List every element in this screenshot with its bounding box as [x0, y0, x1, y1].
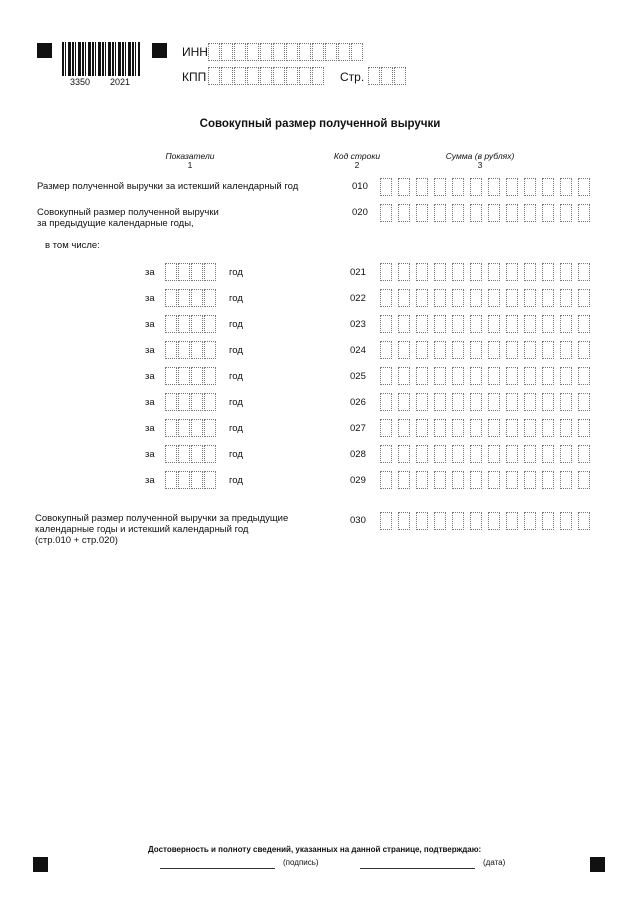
year-prefix-label: за	[145, 267, 155, 278]
year-input-028[interactable]	[165, 445, 217, 463]
barcode-number-right: 2021	[110, 77, 131, 87]
column-number-indicators: 1	[187, 160, 193, 170]
row-028-code: 028	[350, 449, 366, 460]
row-025-sum-field[interactable]	[380, 367, 596, 385]
row-022-code: 022	[350, 293, 366, 304]
registration-marker-bottom-right	[590, 857, 605, 872]
year-input-022[interactable]	[165, 289, 217, 307]
barcode-number-left: 3350	[70, 77, 91, 87]
kpp-label: КПП	[182, 70, 207, 84]
page-number-field[interactable]	[368, 67, 407, 85]
column-header-indicators: Показатели	[165, 151, 215, 161]
registration-marker-bottom-left	[33, 857, 48, 872]
inn-field[interactable]	[208, 43, 364, 61]
year-prefix-label: за	[145, 397, 155, 408]
year-suffix-label: год	[229, 397, 243, 408]
row-010-code: 010	[352, 181, 368, 192]
signature-line[interactable]	[160, 868, 275, 869]
row-030-label-line3: (стр.010 + стр.020)	[35, 535, 118, 546]
year-suffix-label: год	[229, 345, 243, 356]
row-026-code: 026	[350, 397, 366, 408]
year-suffix-label: год	[229, 319, 243, 330]
row-020-label-line1: Совокупный размер полученной выручки	[37, 207, 219, 218]
year-input-025[interactable]	[165, 367, 217, 385]
barcode	[62, 42, 140, 76]
kpp-field[interactable]	[208, 67, 325, 85]
row-022-sum-field[interactable]	[380, 289, 596, 307]
row-027-sum-field[interactable]	[380, 419, 596, 437]
year-input-026[interactable]	[165, 393, 217, 411]
row-021-sum-field[interactable]	[380, 263, 596, 281]
row-029-code: 029	[350, 475, 366, 486]
year-suffix-label: год	[229, 371, 243, 382]
year-suffix-label: год	[229, 267, 243, 278]
row-025-code: 025	[350, 371, 366, 382]
page-label: Стр.	[340, 70, 365, 84]
row-030-label-line1: Совокупный размер полученной выручки за предыдущие	[35, 513, 289, 524]
year-prefix-label: за	[145, 475, 155, 486]
year-input-029[interactable]	[165, 471, 217, 489]
row-023-sum-field[interactable]	[380, 315, 596, 333]
registration-marker-top-right	[152, 43, 167, 58]
column-header-sum: Сумма (в рублях)	[445, 151, 515, 161]
row-027-code: 027	[350, 423, 366, 434]
year-suffix-label: год	[229, 475, 243, 486]
date-line[interactable]	[360, 868, 475, 869]
column-header-line-code: Код строки	[333, 151, 381, 161]
page-title: Совокупный размер полученной выручки	[199, 118, 441, 130]
year-prefix-label: за	[145, 423, 155, 434]
column-number-sum: 3	[477, 160, 483, 170]
row-023-code: 023	[350, 319, 366, 330]
year-suffix-label: год	[229, 449, 243, 460]
row-030-label-line2: календарные годы и истекший календарный год	[35, 524, 249, 535]
year-suffix-label: год	[229, 423, 243, 434]
year-prefix-label: за	[145, 371, 155, 382]
row-021-code: 021	[350, 267, 366, 278]
footer-confirmation: Достоверность и полноту сведений, указанных на данной странице, подтверждаю:	[148, 845, 482, 854]
row-020-sum-field[interactable]	[380, 204, 596, 222]
date-label: (дата)	[483, 858, 506, 867]
row-020-code: 020	[352, 207, 368, 218]
year-input-023[interactable]	[165, 315, 217, 333]
row-024-code: 024	[350, 345, 366, 356]
row-029-sum-field[interactable]	[380, 471, 596, 489]
signature-label: (подпись)	[283, 858, 319, 867]
year-prefix-label: за	[145, 319, 155, 330]
year-prefix-label: за	[145, 293, 155, 304]
year-prefix-label: за	[145, 345, 155, 356]
row-010-label: Размер полученной выручки за истекший календарный год	[37, 181, 299, 192]
row-020-label-line2: за предыдущие календарные годы,	[37, 218, 194, 229]
row-026-sum-field[interactable]	[380, 393, 596, 411]
year-input-024[interactable]	[165, 341, 217, 359]
column-number-line-code: 2	[354, 160, 360, 170]
row-028-sum-field[interactable]	[380, 445, 596, 463]
inn-label: ИНН	[182, 45, 208, 59]
row-030-sum-field[interactable]	[380, 512, 596, 530]
row-030-code: 030	[350, 515, 366, 526]
registration-marker-top-left	[37, 43, 52, 58]
year-input-027[interactable]	[165, 419, 217, 437]
row-010-sum-field[interactable]	[380, 178, 596, 196]
year-input-021[interactable]	[165, 263, 217, 281]
year-suffix-label: год	[229, 293, 243, 304]
row-024-sum-field[interactable]	[380, 341, 596, 359]
year-prefix-label: за	[145, 449, 155, 460]
including-label: в том числе:	[45, 240, 100, 251]
